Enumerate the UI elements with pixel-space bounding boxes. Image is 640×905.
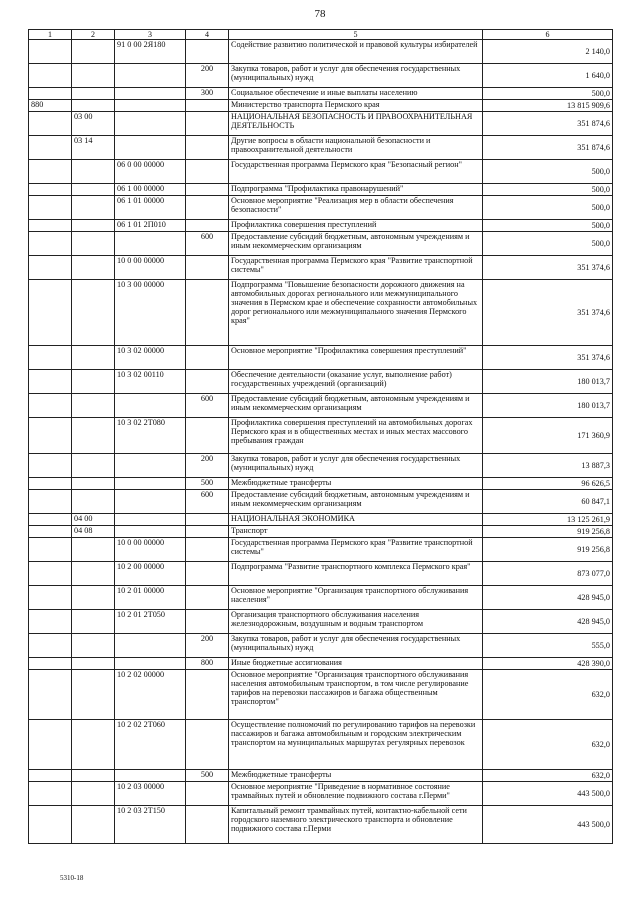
description-cell: Основное мероприятие "Приведение в нормативное состояние трамвайных путей и обновление подвижного состава г.Перми" <box>229 782 483 806</box>
column-header: 4 <box>186 30 229 40</box>
description-cell: Министерство транспорта Пермского края <box>229 100 483 112</box>
amount-cell: 443 500,0 <box>483 806 613 844</box>
admin-code-cell <box>29 770 72 782</box>
expense-type-cell <box>186 184 229 196</box>
expense-type-cell <box>186 112 229 136</box>
section-code-cell <box>72 184 115 196</box>
amount-cell: 555,0 <box>483 634 613 658</box>
section-code-cell <box>72 720 115 770</box>
description-cell: Другие вопросы в области национальной безопасности и правоохранительной деятельности <box>229 136 483 160</box>
section-code-cell <box>72 454 115 478</box>
section-code-cell: 03 00 <box>72 112 115 136</box>
admin-code-cell <box>29 256 72 280</box>
budget-table <box>28 29 613 844</box>
table-row <box>29 418 613 454</box>
section-code-cell <box>72 346 115 370</box>
section-code-cell <box>72 160 115 184</box>
target-code-cell <box>115 454 186 478</box>
target-code-cell: 10 2 03 00000 <box>115 782 186 806</box>
section-code-cell <box>72 100 115 112</box>
admin-code-cell <box>29 720 72 770</box>
target-code-cell: 10 2 00 00000 <box>115 562 186 586</box>
table-row <box>29 670 613 720</box>
target-code-cell <box>115 232 186 256</box>
description-cell: Подпрограмма "Профилактика правонарушений" <box>229 184 483 196</box>
admin-code-cell <box>29 586 72 610</box>
amount-cell: 500,0 <box>483 88 613 100</box>
table-row <box>29 658 613 670</box>
target-code-cell <box>115 136 186 160</box>
table-row <box>29 346 613 370</box>
admin-code-cell <box>29 160 72 184</box>
expense-type-cell: 300 <box>186 88 229 100</box>
table-row <box>29 634 613 658</box>
description-cell: НАЦИОНАЛЬНАЯ ЭКОНОМИКА <box>229 514 483 526</box>
expense-type-cell <box>186 526 229 538</box>
target-code-cell <box>115 658 186 670</box>
admin-code-cell <box>29 196 72 220</box>
column-header: 5 <box>229 30 483 40</box>
table-row <box>29 88 613 100</box>
table-row <box>29 514 613 526</box>
amount-cell: 13 125 261,9 <box>483 514 613 526</box>
target-code-cell: 10 2 02 00000 <box>115 670 186 720</box>
section-code-cell <box>72 88 115 100</box>
section-code-cell <box>72 562 115 586</box>
target-code-cell: 06 1 01 00000 <box>115 196 186 220</box>
expense-type-cell <box>186 196 229 220</box>
amount-cell: 428 945,0 <box>483 586 613 610</box>
expense-type-cell <box>186 136 229 160</box>
column-header: 3 <box>115 30 186 40</box>
admin-code-cell <box>29 806 72 844</box>
expense-type-cell <box>186 782 229 806</box>
amount-cell: 500,0 <box>483 232 613 256</box>
section-code-cell <box>72 220 115 232</box>
amount-cell: 632,0 <box>483 770 613 782</box>
table-row <box>29 454 613 478</box>
section-code-cell <box>72 256 115 280</box>
section-code-cell <box>72 370 115 394</box>
amount-cell: 632,0 <box>483 670 613 720</box>
admin-code-cell <box>29 220 72 232</box>
table-row <box>29 394 613 418</box>
expense-type-cell <box>186 610 229 634</box>
amount-cell: 351 374,6 <box>483 256 613 280</box>
admin-code-cell <box>29 658 72 670</box>
expense-type-cell: 500 <box>186 770 229 782</box>
admin-code-cell <box>29 136 72 160</box>
expense-type-cell <box>186 220 229 232</box>
section-code-cell <box>72 418 115 454</box>
section-code-cell <box>72 586 115 610</box>
section-code-cell <box>72 196 115 220</box>
section-code-cell <box>72 490 115 514</box>
section-code-cell <box>72 670 115 720</box>
table-row <box>29 720 613 770</box>
expense-type-cell: 200 <box>186 634 229 658</box>
target-code-cell <box>115 634 186 658</box>
target-code-cell <box>115 100 186 112</box>
description-cell: Профилактика совершения преступлений <box>229 220 483 232</box>
description-cell: Иные бюджетные ассигнования <box>229 658 483 670</box>
description-cell: Основное мероприятие "Организация транспортного обслуживания населения" <box>229 586 483 610</box>
section-code-cell <box>72 394 115 418</box>
target-code-cell: 10 2 03 2Т150 <box>115 806 186 844</box>
column-header: 6 <box>483 30 613 40</box>
description-cell: НАЦИОНАЛЬНАЯ БЕЗОПАСНОСТЬ И ПРАВООХРАНИТЕЛЬНАЯ ДЕЯТЕЛЬНОСТЬ <box>229 112 483 136</box>
amount-cell: 500,0 <box>483 220 613 232</box>
table-row <box>29 806 613 844</box>
expense-type-cell: 600 <box>186 232 229 256</box>
section-code-cell <box>72 280 115 346</box>
admin-code-cell: 880 <box>29 100 72 112</box>
target-code-cell <box>115 526 186 538</box>
admin-code-cell <box>29 112 72 136</box>
table-row <box>29 256 613 280</box>
expense-type-cell <box>186 40 229 64</box>
table-row <box>29 232 613 256</box>
table-row <box>29 538 613 562</box>
table-row <box>29 490 613 514</box>
amount-cell: 428 390,0 <box>483 658 613 670</box>
amount-cell: 919 256,8 <box>483 526 613 538</box>
description-cell: Основное мероприятие "Организация транспортного обслуживания населения автомобильным транспортом, в том числе регулирование тарифов на перевозки пассажиров и багажа общественным транспортом" <box>229 670 483 720</box>
amount-cell: 443 500,0 <box>483 782 613 806</box>
admin-code-cell <box>29 478 72 490</box>
amount-cell: 919 256,8 <box>483 538 613 562</box>
amount-cell: 351 374,6 <box>483 280 613 346</box>
amount-cell: 500,0 <box>483 160 613 184</box>
amount-cell: 60 847,1 <box>483 490 613 514</box>
admin-code-cell <box>29 538 72 562</box>
admin-code-cell <box>29 610 72 634</box>
table-row <box>29 220 613 232</box>
target-code-cell: 06 1 01 2П010 <box>115 220 186 232</box>
description-cell: Транспорт <box>229 526 483 538</box>
amount-cell: 1 640,0 <box>483 64 613 88</box>
description-cell: Межбюджетные трансферты <box>229 478 483 490</box>
target-code-cell <box>115 770 186 782</box>
target-code-cell <box>115 88 186 100</box>
description-cell: Профилактика совершения преступлений на автомобильных дорогах Пермского края и в общественных местах и иных местах массового пребывания граждан <box>229 418 483 454</box>
amount-cell: 500,0 <box>483 184 613 196</box>
table-row <box>29 196 613 220</box>
target-code-cell <box>115 490 186 514</box>
table-row <box>29 184 613 196</box>
description-cell: Государственная программа Пермского края "Безопасный регион" <box>229 160 483 184</box>
target-code-cell: 10 3 02 00000 <box>115 346 186 370</box>
target-code-cell <box>115 478 186 490</box>
admin-code-cell <box>29 562 72 586</box>
amount-cell: 632,0 <box>483 720 613 770</box>
amount-cell: 171 360,9 <box>483 418 613 454</box>
table-row <box>29 586 613 610</box>
admin-code-cell <box>29 670 72 720</box>
amount-cell: 428 945,0 <box>483 610 613 634</box>
target-code-cell <box>115 112 186 136</box>
description-cell: Предоставление субсидий бюджетным, автономным учреждениям и иным некоммерческим организациям <box>229 232 483 256</box>
section-code-cell <box>72 634 115 658</box>
admin-code-cell <box>29 634 72 658</box>
table-row <box>29 526 613 538</box>
description-cell: Осуществление полномочий по регулированию тарифов на перевозки пассажиров и багажа автомобильным и городским электрическим транспортом на муниципальных маршрутах регулярных перевозок <box>229 720 483 770</box>
expense-type-cell <box>186 100 229 112</box>
table-row <box>29 370 613 394</box>
section-code-cell: 04 08 <box>72 526 115 538</box>
expense-type-cell <box>186 346 229 370</box>
admin-code-cell <box>29 394 72 418</box>
expense-type-cell <box>186 806 229 844</box>
expense-type-cell: 500 <box>186 478 229 490</box>
admin-code-cell <box>29 514 72 526</box>
admin-code-cell <box>29 64 72 88</box>
target-code-cell: 91 0 00 2Я180 <box>115 40 186 64</box>
expense-type-cell <box>186 370 229 394</box>
table-row <box>29 112 613 136</box>
expense-type-cell: 600 <box>186 394 229 418</box>
description-cell: Капитальный ремонт трамвайных путей, контактно-кабельной сети городского наземного электрического транспорта и обновление подвижного состава г.Перми <box>229 806 483 844</box>
amount-cell: 2 140,0 <box>483 40 613 64</box>
target-code-cell: 10 0 00 00000 <box>115 538 186 562</box>
column-header: 2 <box>72 30 115 40</box>
header-row <box>29 30 613 40</box>
admin-code-cell <box>29 490 72 514</box>
description-cell: Основное мероприятие "Профилактика совершения преступлений" <box>229 346 483 370</box>
table-row <box>29 100 613 112</box>
table-row <box>29 280 613 346</box>
amount-cell: 180 013,7 <box>483 370 613 394</box>
amount-cell: 13 815 909,6 <box>483 100 613 112</box>
expense-type-cell <box>186 256 229 280</box>
target-code-cell: 10 2 01 00000 <box>115 586 186 610</box>
target-code-cell: 06 1 00 00000 <box>115 184 186 196</box>
admin-code-cell <box>29 782 72 806</box>
table-row <box>29 782 613 806</box>
description-cell: Обеспечение деятельности (оказание услуг, выполнение работ) государственных учреждений (организаций) <box>229 370 483 394</box>
section-code-cell <box>72 658 115 670</box>
amount-cell: 351 374,6 <box>483 346 613 370</box>
expense-type-cell <box>186 160 229 184</box>
admin-code-cell <box>29 454 72 478</box>
section-code-cell <box>72 478 115 490</box>
expense-type-cell <box>186 514 229 526</box>
target-code-cell <box>115 394 186 418</box>
admin-code-cell <box>29 232 72 256</box>
target-code-cell <box>115 514 186 526</box>
description-cell: Государственная программа Пермского края "Развитие транспортной системы" <box>229 256 483 280</box>
target-code-cell: 10 2 02 2Т060 <box>115 720 186 770</box>
table-row <box>29 136 613 160</box>
amount-cell: 180 013,7 <box>483 394 613 418</box>
admin-code-cell <box>29 280 72 346</box>
description-cell: Закупка товаров, работ и услуг для обеспечения государственных (муниципальных) нужд <box>229 64 483 88</box>
description-cell: Содействие развитию политической и правовой культуры избирателей <box>229 40 483 64</box>
amount-cell: 13 887,3 <box>483 454 613 478</box>
expense-type-cell <box>186 670 229 720</box>
amount-cell: 873 077,0 <box>483 562 613 586</box>
amount-cell: 500,0 <box>483 196 613 220</box>
description-cell: Межбюджетные трансферты <box>229 770 483 782</box>
amount-cell: 96 626,5 <box>483 478 613 490</box>
table-row <box>29 610 613 634</box>
admin-code-cell <box>29 88 72 100</box>
table-row <box>29 478 613 490</box>
section-code-cell <box>72 232 115 256</box>
description-cell: Подпрограмма "Повышение безопасности дорожного движения на автомобильных дорогах регионального или межмуниципального значения в Пермском крае и обеспечение сохранности автомобильных дорог регионального или межмуниципального значения Пермского края" <box>229 280 483 346</box>
table-row <box>29 40 613 64</box>
expense-type-cell: 800 <box>186 658 229 670</box>
description-cell: Организация транспортного обслуживания населения железнодорожным, воздушным и водным транспортом <box>229 610 483 634</box>
table-row <box>29 770 613 782</box>
admin-code-cell <box>29 418 72 454</box>
section-code-cell <box>72 40 115 64</box>
section-code-cell <box>72 806 115 844</box>
admin-code-cell <box>29 526 72 538</box>
expense-type-cell <box>186 720 229 770</box>
target-code-cell: 10 3 02 00110 <box>115 370 186 394</box>
description-cell: Подпрограмма "Развитие транспортного комплекса Пермского края" <box>229 562 483 586</box>
expense-type-cell <box>186 418 229 454</box>
expense-type-cell <box>186 586 229 610</box>
table-row <box>29 562 613 586</box>
description-cell: Основное мероприятие "Реализация мер в области обеспечения безопасности" <box>229 196 483 220</box>
expense-type-cell <box>186 280 229 346</box>
target-code-cell: 06 0 00 00000 <box>115 160 186 184</box>
target-code-cell: 10 2 01 2Т050 <box>115 610 186 634</box>
description-cell: Предоставление субсидий бюджетным, автономным учреждениям и иным некоммерческим организациям <box>229 490 483 514</box>
admin-code-cell <box>29 40 72 64</box>
section-code-cell <box>72 64 115 88</box>
section-code-cell <box>72 782 115 806</box>
description-cell: Закупка товаров, работ и услуг для обеспечения государственных (муниципальных) нужд <box>229 454 483 478</box>
section-code-cell <box>72 770 115 782</box>
admin-code-cell <box>29 346 72 370</box>
admin-code-cell <box>29 184 72 196</box>
description-cell: Закупка товаров, работ и услуг для обеспечения государственных (муниципальных) нужд <box>229 634 483 658</box>
expense-type-cell: 200 <box>186 64 229 88</box>
section-code-cell <box>72 610 115 634</box>
expense-type-cell: 200 <box>186 454 229 478</box>
admin-code-cell <box>29 370 72 394</box>
page-number: 78 <box>314 8 326 20</box>
table-row <box>29 160 613 184</box>
table-row <box>29 64 613 88</box>
section-code-cell: 04 00 <box>72 514 115 526</box>
expense-type-cell <box>186 538 229 562</box>
amount-cell: 351 874,6 <box>483 112 613 136</box>
section-code-cell <box>72 538 115 562</box>
expense-type-cell <box>186 562 229 586</box>
target-code-cell: 10 0 00 00000 <box>115 256 186 280</box>
target-code-cell: 10 3 02 2Т080 <box>115 418 186 454</box>
amount-cell: 351 874,6 <box>483 136 613 160</box>
column-header: 1 <box>29 30 72 40</box>
expense-type-cell: 600 <box>186 490 229 514</box>
target-code-cell: 10 3 00 00000 <box>115 280 186 346</box>
description-cell: Социальное обеспечение и иные выплаты населению <box>229 88 483 100</box>
section-code-cell: 03 14 <box>72 136 115 160</box>
description-cell: Предоставление субсидий бюджетным, автономным учреждениям и иным некоммерческим организациям <box>229 394 483 418</box>
footer-code: 5310-18 <box>60 874 84 882</box>
target-code-cell <box>115 64 186 88</box>
description-cell: Государственная программа Пермского края "Развитие транспортной системы" <box>229 538 483 562</box>
